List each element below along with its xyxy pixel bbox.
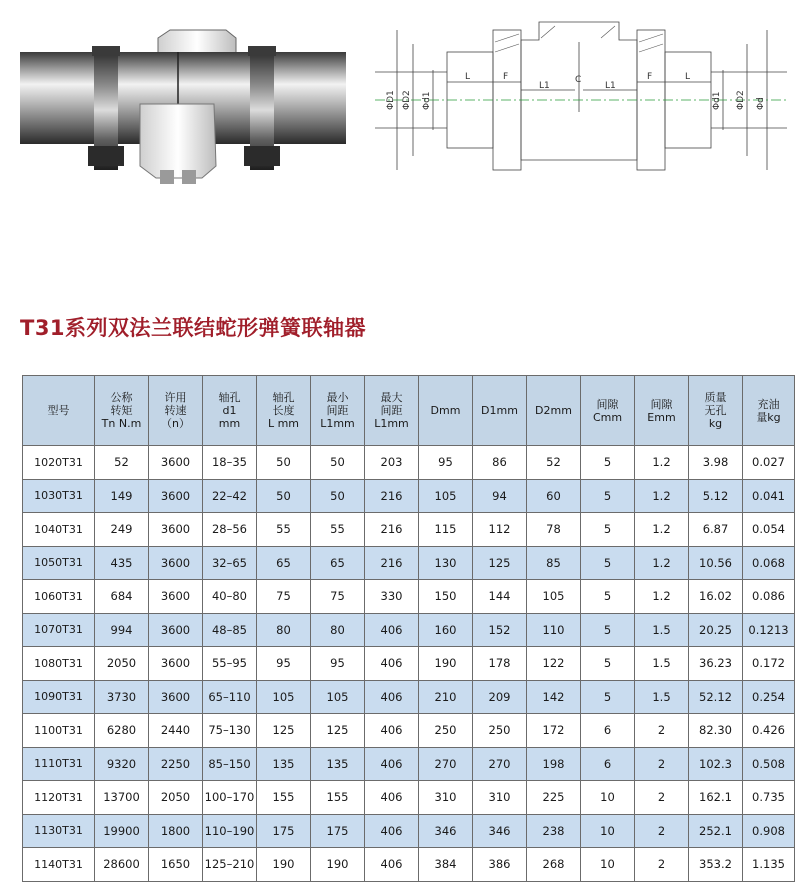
table-cell: 216 (365, 513, 419, 547)
table-cell: 3600 (149, 479, 203, 513)
table-cell: 100–170 (203, 781, 257, 815)
table-cell: 6 (581, 747, 635, 781)
table-cell: 65–110 (203, 680, 257, 714)
table-row (23, 848, 795, 882)
table-cell: 1.135 (743, 848, 795, 882)
table-cell: 406 (365, 814, 419, 848)
table-cell: 1.2 (635, 446, 689, 480)
table-cell: 112 (473, 513, 527, 547)
table-cell: 435 (95, 546, 149, 580)
table-cell: 55 (257, 513, 311, 547)
table-cell: 60 (527, 479, 581, 513)
table-cell: 310 (419, 781, 473, 815)
table-cell: 1.2 (635, 513, 689, 547)
table-cell: 225 (527, 781, 581, 815)
table-cell: 310 (473, 781, 527, 815)
table-cell: 2 (635, 747, 689, 781)
table-cell: 6280 (95, 714, 149, 748)
table-cell: 110 (527, 613, 581, 647)
column-header-line: 间距 (380, 404, 403, 417)
table-cell: 0.027 (743, 446, 795, 480)
table-cell: 19900 (95, 814, 149, 848)
table-cell: 105 (527, 580, 581, 614)
table-cell: 75–130 (203, 714, 257, 748)
label-F-left: F (503, 72, 509, 82)
table-cell: 5 (581, 446, 635, 480)
table-cell: 162.1 (689, 781, 743, 815)
table-cell: 152 (473, 613, 527, 647)
table-cell: 85 (527, 546, 581, 580)
column-header-line: Cmm (592, 410, 623, 424)
column-header (257, 376, 311, 446)
table-cell: 80 (311, 613, 365, 647)
table-cell: 406 (365, 848, 419, 882)
table-row (23, 647, 795, 681)
table-cell: 1.5 (635, 613, 689, 647)
model-cell: 1060T31 (23, 580, 95, 614)
table-cell: 55 (311, 513, 365, 547)
column-header-line: d1 (222, 404, 237, 417)
table-cell: 252.1 (689, 814, 743, 848)
label-phi-d1s-left: Φd1 (422, 91, 432, 110)
column-header (635, 376, 689, 446)
column-header-line: L mm (267, 417, 300, 430)
table-row (23, 479, 795, 513)
table-cell: 386 (473, 848, 527, 882)
column-header-line: 轴孔 (272, 391, 295, 404)
table-cell: 0.172 (743, 647, 795, 681)
label-C: C (575, 75, 582, 85)
table-cell: 6 (581, 714, 635, 748)
table-cell: 1.5 (635, 680, 689, 714)
table-row (23, 747, 795, 781)
column-header-line: 无孔 (704, 404, 727, 417)
table-cell: 110–190 (203, 814, 257, 848)
table-cell: 3600 (149, 613, 203, 647)
table-header-row (23, 376, 795, 446)
table-cell: 0.1213 (743, 613, 795, 647)
table-cell: 209 (473, 680, 527, 714)
table-cell: 210 (419, 680, 473, 714)
table-cell: 2050 (149, 781, 203, 815)
table-cell: 125 (473, 546, 527, 580)
table-cell: 20.25 (689, 613, 743, 647)
table-cell: 82.30 (689, 714, 743, 748)
table-row (23, 781, 795, 815)
column-header (149, 376, 203, 446)
table-cell: 144 (473, 580, 527, 614)
label-phi-d2-right: ΦD2 (736, 90, 746, 110)
table-cell: 80 (257, 613, 311, 647)
table-cell: 135 (257, 747, 311, 781)
column-header-line: 间隙 (596, 397, 619, 411)
table-cell: 32–65 (203, 546, 257, 580)
table-cell: 406 (365, 781, 419, 815)
table-cell: 175 (257, 814, 311, 848)
table-cell: 95 (419, 446, 473, 480)
table-cell: 13700 (95, 781, 149, 815)
table-cell: 52.12 (689, 680, 743, 714)
table-cell: 0.068 (743, 546, 795, 580)
table-cell: 0.054 (743, 513, 795, 547)
column-header (419, 376, 473, 446)
column-header-line: 间隙 (650, 397, 673, 411)
table-cell: 150 (419, 580, 473, 614)
column-header-line: Dmm (430, 404, 461, 417)
table-cell: 78 (527, 513, 581, 547)
table-cell: 102.3 (689, 747, 743, 781)
table-cell: 3600 (149, 446, 203, 480)
table-cell: 175 (311, 814, 365, 848)
table-cell: 406 (365, 647, 419, 681)
table-cell: 5 (581, 479, 635, 513)
table-cell: 406 (365, 613, 419, 647)
table-cell: 65 (257, 546, 311, 580)
column-header-line: D2mm (535, 404, 572, 417)
column-header (689, 376, 743, 446)
model-cell: 1140T31 (23, 848, 95, 882)
table-cell: 0.908 (743, 814, 795, 848)
page-title: T31系列双法兰联结蛇形弹簧联轴器 (20, 316, 367, 340)
table-cell: 22–42 (203, 479, 257, 513)
table-cell: 270 (473, 747, 527, 781)
model-cell: 1090T31 (23, 680, 95, 714)
label-L-right: L (685, 72, 691, 82)
table-cell: 9320 (95, 747, 149, 781)
column-header-line: L1mm (374, 417, 409, 430)
table-cell: 10 (581, 848, 635, 882)
column-header-line: 轴孔 (218, 391, 241, 404)
column-header-line: 最大 (380, 391, 403, 404)
table-cell: 16.02 (689, 580, 743, 614)
table-cell: 86 (473, 446, 527, 480)
table-cell: 2050 (95, 647, 149, 681)
table-cell: 1800 (149, 814, 203, 848)
table-cell: 250 (473, 714, 527, 748)
model-cell: 1110T31 (23, 747, 95, 781)
column-header-line: Emm (647, 410, 676, 424)
table-cell: 10.56 (689, 546, 743, 580)
table-cell: 3600 (149, 647, 203, 681)
column-header-line: 转矩 (110, 404, 133, 417)
table-cell: 190 (257, 848, 311, 882)
table-cell: 384 (419, 848, 473, 882)
table-cell: 55–95 (203, 647, 257, 681)
model-cell: 1120T31 (23, 781, 95, 815)
column-header-line: 充油 (757, 397, 780, 411)
table-cell: 216 (365, 546, 419, 580)
table-cell: 0.254 (743, 680, 795, 714)
column-header-line: （n） (161, 417, 190, 430)
column-header (311, 376, 365, 446)
table-cell: 2 (635, 814, 689, 848)
table-cell: 5 (581, 580, 635, 614)
table-cell: 190 (419, 647, 473, 681)
table-cell: 406 (365, 714, 419, 748)
column-header (743, 376, 795, 446)
column-header-line: 转速 (164, 404, 187, 417)
table-cell: 3600 (149, 546, 203, 580)
column-header (365, 376, 419, 446)
table-cell: 270 (419, 747, 473, 781)
table-cell: 3600 (149, 680, 203, 714)
label-phi-d1s-right: Φd1 (712, 91, 722, 110)
table-cell: 105 (257, 680, 311, 714)
column-header-line: 许用 (164, 391, 187, 404)
model-cell: 1100T31 (23, 714, 95, 748)
table-cell: 135 (311, 747, 365, 781)
column-header-line: kg (708, 417, 723, 430)
table-row (23, 814, 795, 848)
table-cell: 250 (419, 714, 473, 748)
coupling-photo (18, 8, 348, 190)
table-cell: 172 (527, 714, 581, 748)
table-cell: 3730 (95, 680, 149, 714)
table-cell: 28600 (95, 848, 149, 882)
model-cell: 1040T31 (23, 513, 95, 547)
table-cell: 85–150 (203, 747, 257, 781)
table-cell: 994 (95, 613, 149, 647)
table-cell: 3600 (149, 513, 203, 547)
table-cell: 75 (257, 580, 311, 614)
table-cell: 5.12 (689, 479, 743, 513)
column-header (473, 376, 527, 446)
table-cell: 52 (95, 446, 149, 480)
table-cell: 684 (95, 580, 149, 614)
table-cell: 406 (365, 680, 419, 714)
table-cell: 330 (365, 580, 419, 614)
table-row (23, 546, 795, 580)
column-header (23, 376, 95, 446)
model-cell: 1030T31 (23, 479, 95, 513)
table-cell: 122 (527, 647, 581, 681)
table-cell: 2 (635, 781, 689, 815)
table-cell: 95 (257, 647, 311, 681)
table-cell: 50 (257, 479, 311, 513)
table-row (23, 513, 795, 547)
column-header-line: 型号 (47, 404, 70, 417)
table-cell: 95 (311, 647, 365, 681)
column-header (581, 376, 635, 446)
table-cell: 346 (473, 814, 527, 848)
table-cell: 130 (419, 546, 473, 580)
table-cell: 216 (365, 479, 419, 513)
table-cell: 5 (581, 546, 635, 580)
table-cell: 155 (311, 781, 365, 815)
table-cell: 198 (527, 747, 581, 781)
table-cell: 0.508 (743, 747, 795, 781)
column-header-line: mm (218, 417, 241, 430)
table-cell: 249 (95, 513, 149, 547)
table-row (23, 680, 795, 714)
table-cell: 155 (257, 781, 311, 815)
table-body (23, 446, 795, 882)
table-cell: 3.98 (689, 446, 743, 480)
table-cell: 5 (581, 613, 635, 647)
table-cell: 50 (257, 446, 311, 480)
table-row (23, 580, 795, 614)
table-cell: 190 (311, 848, 365, 882)
table-cell: 40–80 (203, 580, 257, 614)
table-cell: 6.87 (689, 513, 743, 547)
table-row (23, 446, 795, 480)
table-cell: 125–210 (203, 848, 257, 882)
table-row (23, 613, 795, 647)
coupling-drawing (375, 12, 787, 184)
table-cell: 203 (365, 446, 419, 480)
table-cell: 36.23 (689, 647, 743, 681)
table-cell: 125 (311, 714, 365, 748)
table-cell: 115 (419, 513, 473, 547)
table-cell: 1650 (149, 848, 203, 882)
table-cell: 1.2 (635, 546, 689, 580)
column-header (203, 376, 257, 446)
model-cell: 1020T31 (23, 446, 95, 480)
table-cell: 1.5 (635, 647, 689, 681)
table-cell: 125 (257, 714, 311, 748)
table-cell: 346 (419, 814, 473, 848)
table-cell: 268 (527, 848, 581, 882)
table-cell: 2 (635, 714, 689, 748)
table-cell: 0.735 (743, 781, 795, 815)
table-cell: 18–35 (203, 446, 257, 480)
table-cell: 353.2 (689, 848, 743, 882)
column-header-line: 量kg (756, 410, 781, 424)
table-cell: 0.086 (743, 580, 795, 614)
table-cell: 149 (95, 479, 149, 513)
table-cell: 50 (311, 479, 365, 513)
column-header-line: D1mm (481, 404, 518, 417)
label-L1-left: L1 (539, 81, 550, 91)
column-header-line: 间距 (326, 404, 349, 417)
column-header-line: 公称 (110, 391, 133, 404)
table-row (23, 714, 795, 748)
table-cell: 48–85 (203, 613, 257, 647)
table-cell: 50 (311, 446, 365, 480)
table-cell: 0.041 (743, 479, 795, 513)
column-header (527, 376, 581, 446)
spec-table (22, 375, 795, 882)
column-header-line: 最小 (326, 391, 349, 404)
label-L-left: L (465, 72, 471, 82)
model-cell: 1050T31 (23, 546, 95, 580)
table-cell: 5 (581, 680, 635, 714)
table-cell: 105 (311, 680, 365, 714)
label-phi-d-right: Φd (756, 97, 766, 110)
table-cell: 105 (419, 479, 473, 513)
column-header (95, 376, 149, 446)
column-header-line: L1mm (320, 417, 355, 430)
table-cell: 2250 (149, 747, 203, 781)
column-header-line: 质量 (704, 391, 727, 404)
table-cell: 10 (581, 781, 635, 815)
column-header-line: Tn N.m (101, 417, 142, 430)
table-cell: 2 (635, 848, 689, 882)
table-cell: 0.426 (743, 714, 795, 748)
table-cell: 1.2 (635, 580, 689, 614)
model-cell: 1080T31 (23, 647, 95, 681)
label-phi-d2-left: ΦD2 (402, 90, 412, 110)
table-cell: 94 (473, 479, 527, 513)
label-phi-d1-left: ΦD1 (386, 90, 396, 110)
table-cell: 406 (365, 747, 419, 781)
label-F-right: F (647, 72, 653, 82)
model-cell: 1070T31 (23, 613, 95, 647)
table-cell: 75 (311, 580, 365, 614)
table-cell: 160 (419, 613, 473, 647)
label-L1-right: L1 (605, 81, 616, 91)
table-cell: 65 (311, 546, 365, 580)
table-cell: 5 (581, 647, 635, 681)
model-cell: 1130T31 (23, 814, 95, 848)
table-cell: 10 (581, 814, 635, 848)
table-cell: 238 (527, 814, 581, 848)
table-cell: 178 (473, 647, 527, 681)
table-cell: 1.2 (635, 479, 689, 513)
table-cell: 3600 (149, 580, 203, 614)
table-cell: 2440 (149, 714, 203, 748)
table-cell: 52 (527, 446, 581, 480)
table-cell: 28–56 (203, 513, 257, 547)
table-cell: 142 (527, 680, 581, 714)
column-header-line: 长度 (272, 404, 295, 417)
table-cell: 5 (581, 513, 635, 547)
